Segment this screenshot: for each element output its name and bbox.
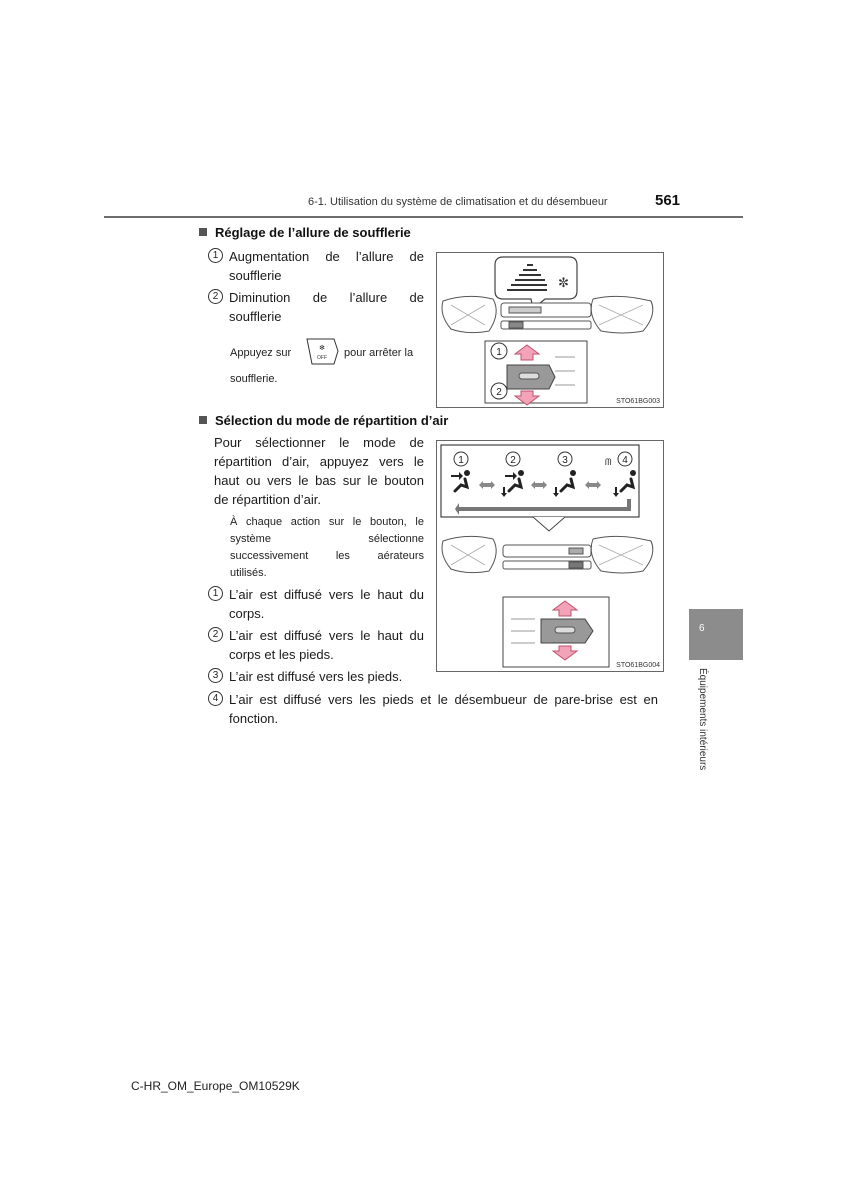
airflow-item-2-line2: corps et les pieds.: [229, 647, 334, 662]
number-2-icon: 2: [208, 627, 223, 642]
section-title: 6-1. Utilisation du système de climatisation et du désembueur: [308, 196, 608, 208]
note-press: Appuyez sur: [230, 347, 292, 359]
airflow-item-4-line1: L’air est diffusé vers les pieds et le désembueur de pare-brise est en: [229, 692, 658, 707]
number-1-icon: 1: [208, 586, 223, 601]
airflow-note-line2: système sélectionne: [230, 533, 424, 545]
airflow-item-1-line1: L’air est diffusé vers le haut du: [229, 587, 424, 602]
header-rule: [104, 216, 743, 218]
blower-item-2-line1: Diminution de l’allure de: [229, 290, 424, 305]
heading-airflow: [199, 413, 448, 428]
defroster-icon: ᗰ: [605, 457, 612, 467]
blower-item-2: [229, 288, 424, 326]
airflow-item-4: [229, 690, 658, 728]
airflow-note-line1: À chaque action sur le bouton, le: [230, 516, 424, 528]
airflow-note: [230, 514, 424, 582]
number-4-icon: 4: [208, 691, 223, 706]
blower-item-1: [229, 247, 424, 285]
blower-item-2-line2: soufflerie: [229, 309, 282, 324]
mode-1-num: 1: [458, 455, 464, 466]
number-3-icon: 3: [208, 668, 223, 683]
airflow-item-4-line2: fonction.: [229, 711, 279, 726]
airflow-item-1-line2: corps.: [229, 606, 265, 621]
square-bullet-icon: [199, 228, 207, 236]
airflow-intro-line2: répartition d’air, appuyez vers le: [214, 454, 424, 469]
document-code: C-HR_OM_Europe_OM10529K: [131, 1079, 300, 1093]
heading-blower-text: Réglage de l’allure de soufflerie: [215, 225, 411, 240]
airflow-item-1: [229, 585, 424, 623]
airflow-note-line3: successivement les aérateurs: [230, 550, 424, 562]
figure-code-2: STO61BG004: [616, 662, 660, 669]
number-1-icon: 1: [208, 248, 223, 263]
fan-off-button-icon: [304, 337, 340, 367]
figure-airflow: [436, 440, 664, 672]
chapter-tab: [689, 609, 743, 660]
airflow-illustration: [437, 441, 663, 671]
note-stop: pour arrêter la: [344, 347, 414, 359]
callout-1-num: 1: [496, 347, 502, 358]
mode-3-num: 3: [562, 455, 568, 466]
airflow-item-2: [229, 626, 424, 664]
off-button-label: OFF: [317, 355, 327, 361]
airflow-intro-line1: Pour sélectionner le mode de: [214, 435, 424, 450]
airflow-intro-line4: de répartition d’air.: [214, 492, 321, 507]
blower-item-1-line2: soufflerie: [229, 268, 282, 283]
svg-text:✻: ✻: [319, 345, 325, 352]
number-2-icon: 2: [208, 289, 223, 304]
note-stop-line2: soufflerie.: [230, 373, 278, 385]
fan-icon: ✼: [558, 275, 569, 290]
mode-4-num: 4: [622, 455, 628, 466]
page-number: 561: [655, 192, 681, 209]
mode-2-num: 2: [510, 455, 516, 466]
heading-blower: [199, 225, 411, 240]
figure-blower: [436, 252, 664, 408]
callout-2-num: 2: [496, 387, 502, 398]
figure-code-1: STO61BG003: [616, 398, 660, 405]
airflow-item-2-line1: L’air est diffusé vers le haut du: [229, 628, 424, 643]
blower-illustration: [437, 253, 663, 407]
blower-item-1-line1: Augmentation de l’allure de: [229, 249, 424, 264]
chapter-number: 6: [699, 623, 705, 634]
airflow-intro: [214, 433, 424, 509]
airflow-intro-line3: haut ou vers le bas sur le bouton: [214, 473, 424, 488]
airflow-note-line4: utilisés.: [230, 567, 267, 579]
heading-airflow-text: Sélection du mode de répartition d’air: [215, 413, 449, 428]
chapter-label: Équipements intérieurs: [697, 668, 708, 771]
airflow-item-3: L’air est diffusé vers les pieds.: [229, 669, 403, 684]
mode-panel: [441, 445, 639, 517]
square-bullet-icon: [199, 416, 207, 424]
